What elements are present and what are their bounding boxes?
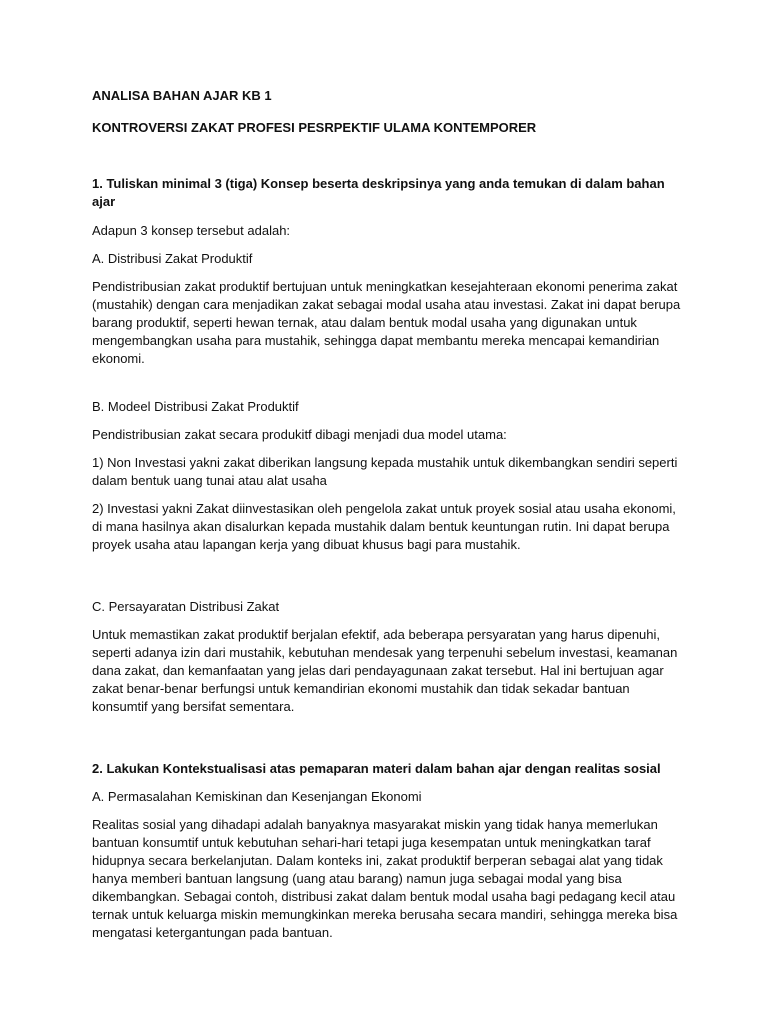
section-c-paragraph: Untuk memastikan zakat produktif berjalan efektif, ada beberapa persyaratan yang harus dipenuhi, seperti adanya izin dari mustahik, kebutuhan mendesak yang terpenuhi sebelum investasi, keamanan dana zakat, dan kemanfaatan yang jelas dari pendayagunaan zakat tersebut. Hal ini bertujuan agar zakat benar-benar berfungsi untuk kemandirian ekonomi mustahik dan tidak sekadar bantuan konsumtif yang bersifat sementara. [92,627,678,714]
question-1: 1. Tuliskan minimal 3 (tiga) Konsep beserta deskripsinya yang anda temukan di dalam bahan ajar [92,176,665,209]
section-b-heading: B. Modeel Distribusi Zakat Produktif [92,399,299,414]
section-b-intro: Pendistribusian zakat secara produkitf dibagi menjadi dua model utama: [92,427,507,442]
section-a-paragraph: Pendistribusian zakat produktif bertujuan untuk meningkatkan kesejahteraan ekonomi penerima zakat (mustahik) dengan cara menjadikan zakat sebagai modal usaha atau investasi. Zakat ini dapat berupa barang produktif, seperti hewan ternak, atau dalam bentuk modal usaha yang digunakan untuk mengembangkan usaha para mustahik, sehingga dapat membantu mereka mencapai kemandirian ekonomi. [92,279,681,366]
intro-text: Adapun 3 konsep tersebut adalah: [92,223,291,238]
document-title: ANALISA BAHAN AJAR KB 1 [92,88,272,103]
section-c-heading: C. Persayaratan Distribusi Zakat [92,599,280,614]
section-b-item-2: 2) Investasi yakni Zakat diinvestasikan oleh pengelola zakat untuk proyek sosial atau usaha ekonomi, di mana hasilnya akan disalurkan kepada mustahik dalam bentuk keuntungan rutin. Ini dapat berupa proyek usaha atau lapangan kerja yang dibuat khusus bagi para mustahik. [92,501,676,552]
document-subtitle: KONTROVERSI ZAKAT PROFESI PESRPEKTIF ULAMA KONTEMPORER [92,120,537,135]
question-2-section-a-heading: A. Permasalahan Kemiskinan dan Kesenjangan Ekonomi [92,789,422,804]
document-body [92,87,682,952]
section-b-item-1: 1) Non Investasi yakni zakat diberikan langsung kepada mustahik untuk dikembangkan sendiri seperti dalam bentuk uang tunai atau alat usaha [92,455,678,488]
section-a-heading: A. Distribusi Zakat Produktif [92,251,253,266]
question-2: 2. Lakukan Kontekstualisasi atas pemaparan materi dalam bahan ajar dengan realitas sosial [92,761,661,776]
question-2-section-a-paragraph: Realitas sosial yang dihadapi adalah banyaknya masyarakat miskin yang tidak hanya memerlukan bantuan konsumtif untuk kebutuhan sehari-hari tetapi juga kesempatan untuk meningkatkan taraf hidupnya secara berkelanjutan. Dalam konteks ini, zakat produktif berperan sebagai alat yang tidak hanya memberi bantuan langsung (uang atau barang) namun juga sebagai modal yang bisa dikembangkan. Sebagai contoh, distribusi zakat dalam bentuk modal usaha bagi pedagang kecil atau ternak untuk keluarga miskin memungkinkan mereka berusaha secara mandiri, sehingga mereka bisa mengatasi ketergantungan pada bantuan. [92,817,678,940]
